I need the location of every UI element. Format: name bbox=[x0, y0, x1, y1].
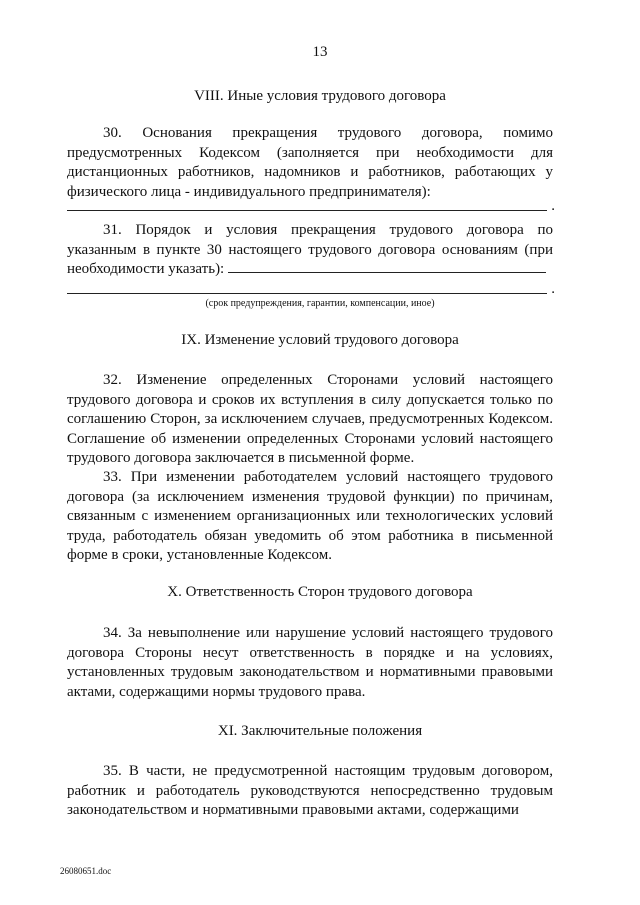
paragraph-30-fill-line bbox=[67, 199, 555, 213]
fill-line-end: . bbox=[551, 281, 555, 297]
page-number: 13 bbox=[312, 44, 328, 60]
fill-line bbox=[67, 210, 547, 211]
file-name-footer: 26080651.doc bbox=[60, 866, 112, 876]
paragraph-31 bbox=[67, 221, 553, 280]
paragraph-31-text: 31. Порядок и условия прекращения трудового договора по указанным в пункте 30 настоящего трудового договора основаниям (при необходимости указать): bbox=[67, 222, 553, 277]
paragraph-30: 30. Основания прекращения трудового договора, помимо предусмотренных Кодексом (заполняется при необходимости для дистанционных работников, надомников и работников, работающих у физического лица - индивидуального предпринимателя): bbox=[67, 125, 553, 200]
section-x-title: X. Ответственность Сторон трудового договора bbox=[167, 584, 473, 600]
section-ix-title: IX. Изменение условий трудового договора bbox=[181, 332, 459, 348]
paragraph-33: 33. При изменении работодателем условий настоящего трудового договора (за исключением изменения трудовой функции) по причинам, связанным с изменением организационных или технологических условий труда, работодатель обязан уведомить об этом работника в письменной форме в сроки, установленные Кодексом. bbox=[67, 469, 553, 563]
fill-line-inline bbox=[228, 271, 546, 273]
section-xi-title: XI. Заключительные положения bbox=[217, 723, 423, 739]
paragraph-34: 34. За невыполнение или нарушение условий настоящего трудового договора Стороны несут ответственность в порядке и на условиях, установленных трудовым законодательством и нормативными правовыми актами, содержащими нормы трудового права. bbox=[67, 625, 553, 700]
paragraph-32: 32. Изменение определенных Сторонами условий настоящего трудового договора и сроков их вступления в силу допускается только по соглашению Сторон, за исключением случаев, предусмотренных Кодексом. Соглашение об изменении определенных Сторонами условий настоящего трудового договора заключается в письменной форме. bbox=[67, 372, 553, 466]
section-viii-title: VIII. Иные условия трудового договора bbox=[194, 88, 446, 104]
fill-line bbox=[67, 293, 547, 294]
paragraph-31-fill-line bbox=[67, 282, 555, 296]
fill-line-end: . bbox=[551, 198, 555, 214]
paragraph-35: 35. В части, не предусмотренной настоящим трудовым договором, работник и работодатель руководствуются непосредственно трудовым законодательством и нормативными правовыми актами, содержащими bbox=[67, 763, 553, 818]
fill-line-caption: (срок предупреждения, гарантии, компенсации, иное) bbox=[205, 298, 435, 309]
